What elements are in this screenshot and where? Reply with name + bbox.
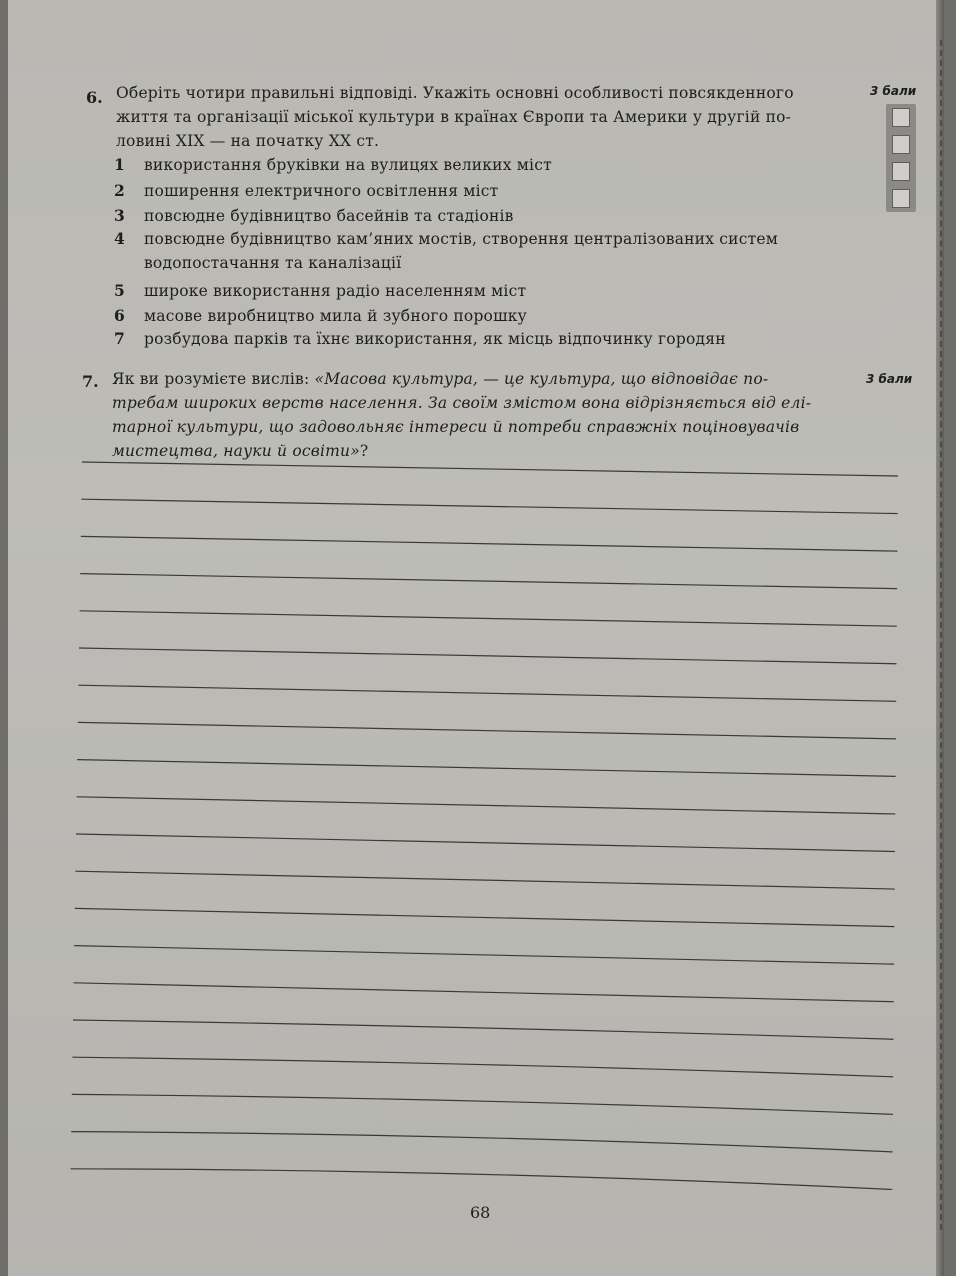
- question-7-quote-line-3: тарної культури, що задовольняє інтереси й потреби справжніх поціновувачів: [112, 418, 800, 436]
- answer-line: [81, 499, 897, 513]
- page-number: 68: [470, 1203, 491, 1222]
- option-number: 1: [114, 155, 125, 174]
- perforation-line: [940, 40, 942, 1230]
- option-text: повсюдне будівництво кам’яних мостів, створення централізованих систем: [144, 230, 778, 248]
- question-6-text-line-1: Оберіть чотири правильні відповіді. Укажіть основні особливості повсякденного: [116, 84, 794, 102]
- question-7-quote-start: «Масова культура, — це культура, що відповідає по-: [314, 370, 769, 388]
- question-7-quote-line-4: мистецтва, науки й освіти»: [112, 442, 360, 460]
- answer-line: [78, 722, 896, 738]
- answer-line: [76, 834, 895, 852]
- option-number: 7: [114, 329, 125, 348]
- option-number: 4: [114, 229, 125, 248]
- answer-line: [74, 983, 894, 1002]
- question-7-question-mark: ?: [359, 442, 369, 460]
- answer-line: [77, 797, 896, 814]
- option-number: 5: [114, 281, 125, 300]
- workbook-page: [8, 0, 944, 1276]
- answer-line: [75, 908, 895, 926]
- option-text: розбудова парків та їхнє використання, як місць відпочинку городян: [144, 330, 726, 348]
- answer-line: [74, 946, 894, 965]
- question-6-text-line-2: життя та організації міської культури в країнах Європи та Америки у другій по-: [116, 108, 792, 126]
- answer-line: [78, 685, 896, 701]
- answer-line: [82, 462, 898, 476]
- question-6-points: 3 бали: [870, 84, 917, 98]
- answer-line: [73, 1020, 894, 1039]
- answer-line: [77, 760, 895, 777]
- question-7-number: 7.: [82, 372, 99, 391]
- option-text: широке використання радіо населенням міст: [144, 282, 527, 300]
- option-text: використання бруківки на вулицях великих міст: [144, 156, 552, 174]
- option-number: 6: [114, 306, 125, 325]
- option-text: масове виробництво мила й зубного порошку: [144, 307, 527, 325]
- question-6-number: 6.: [86, 88, 103, 107]
- answer-line: [75, 871, 894, 889]
- question-6-text-line-3: ловині XIX — на початку XX ст.: [116, 132, 380, 150]
- answer-lines-drawing: [8, 0, 944, 1276]
- answer-line: [72, 1057, 893, 1077]
- question-7-points: 3 бали: [866, 372, 913, 386]
- answer-line: [80, 574, 897, 589]
- question-7-intro: Як ви розумієте вислів:: [112, 370, 315, 388]
- option-text: поширення електричного освітлення міст: [144, 182, 499, 200]
- answer-line: [81, 536, 898, 551]
- answer-line: [80, 611, 897, 626]
- option-number: 3: [114, 206, 125, 225]
- option-number: 2: [114, 181, 125, 200]
- question-7-quote-line-2: требам широких верств населення. За своїм змістом вона відрізняється від елі-: [112, 394, 812, 412]
- answer-line: [71, 1132, 892, 1152]
- answer-line: [79, 648, 897, 664]
- option-text: повсюдне будівництво басейнів та стадіонів: [144, 207, 514, 225]
- answer-line: [71, 1169, 893, 1190]
- option-text: водопостачання та каналізації: [144, 254, 402, 272]
- answer-line: [72, 1094, 893, 1114]
